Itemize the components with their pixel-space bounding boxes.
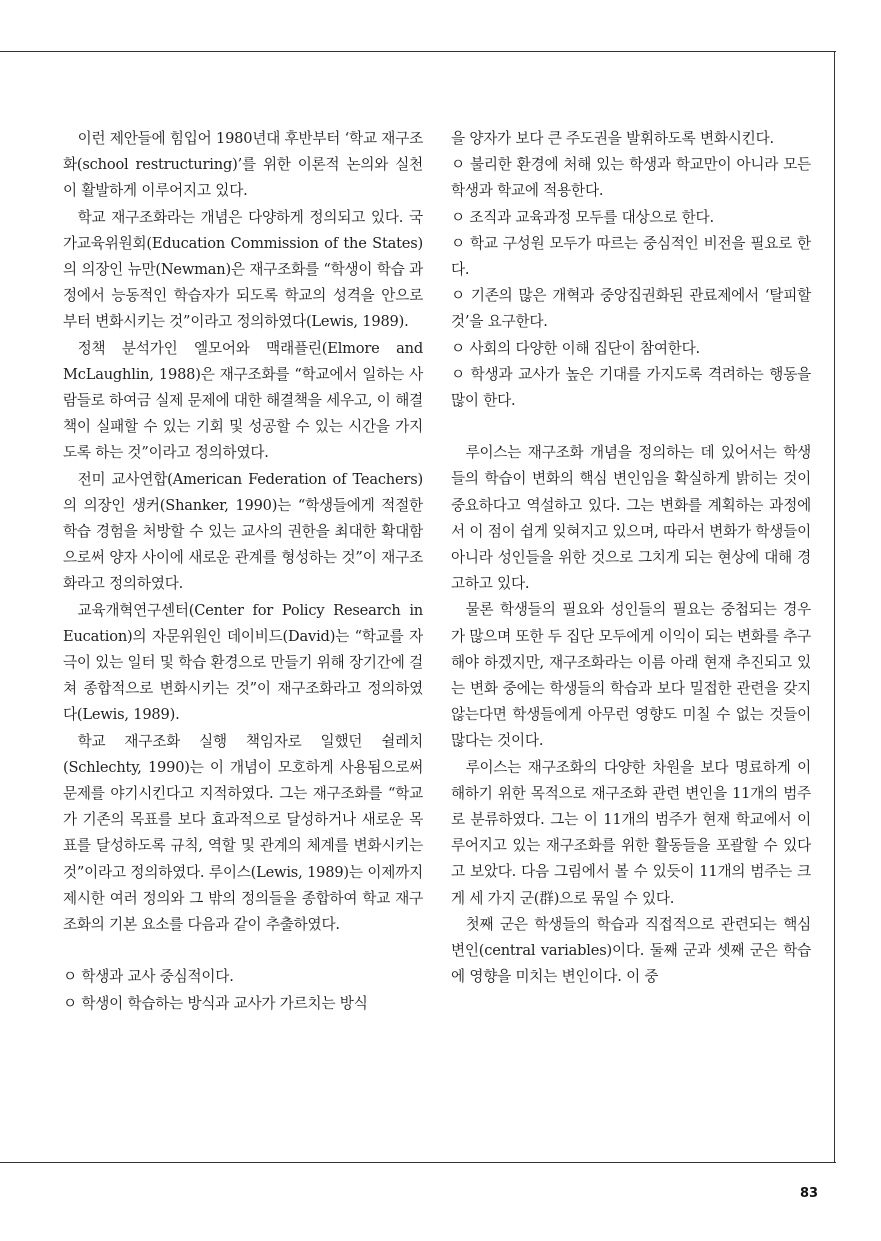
right-text-column	[451, 126, 811, 991]
left-text-column	[63, 126, 423, 1017]
paragraph: 교육개혁연구센터(Center for Policy Research in Eucation)의 자문위원인 데이비드(David)는 “학교를 자극이 있는 일터 및 학습 환경으로 만들기 위해 장기간에 걸쳐 종합적으로 변화시키는 것”이 재구조화라고 정의하였다(Lewis, 1989).	[63, 601, 423, 724]
page-number: 83	[800, 1186, 819, 1201]
bullet-item: ㅇ 기존의 많은 개혁과 중앙집권화된 관료제에서 ‘탈피할 것’을 요구한다.	[451, 287, 811, 331]
page-frame-bottom-rule	[0, 1162, 836, 1163]
bullet-item: ㅇ 불리한 환경에 처해 있는 학생과 학교만이 아니라 모든 학생과 학교에 적용한다.	[451, 156, 811, 200]
page-frame-right-rule	[834, 51, 835, 1163]
paragraph: 루이스는 재구조화의 다양한 차원을 보다 명료하게 이해하기 위한 목적으로 재구조화 관련 변인을 11개의 범주로 분류하였다. 그는 이 11개의 범주가 현재 학교에서 이루어지고 있는 재구조화를 위한 활동들을 포괄할 수 있다고 보았다. 다음 그림에서 볼 수 있듯이 11개의 범주는 크게 세 가지 군(群)으로 묶일 수 있다.	[451, 758, 811, 907]
bullet-item: ㅇ 학생과 교사가 높은 기대를 가지도록 격려하는 행동을 많이 한다.	[451, 365, 811, 410]
paragraph: 학교 재구조화라는 개념은 다양하게 정의되고 있다. 국가교육위원회(Education Commission of the States)의 의장인 뉴만(Newman)은 재구조화를 “학생이 학습 과정에서 능동적인 학습자가 되도록 학교의 성격을 안으로부터 변화시키는 것”이라고 정의하였다(Lewis, 1989).	[63, 208, 423, 331]
bullet-item: ㅇ 사회의 다양한 이해 집단이 참여한다.	[451, 339, 700, 357]
paragraph: 첫째 군은 학생들의 학습과 직접적으로 관련되는 핵심 변인(central variables)이다. 둘째 군과 셋째 군은 학습에 영향을 미치는 변인이다. 이 중	[451, 915, 811, 986]
page-frame-top-rule	[0, 51, 836, 52]
bullet-item: ㅇ 학생이 학습하는 방식과 교사가 가르치는 방식	[63, 994, 368, 1012]
paragraph: 물론 학생들의 필요와 성인들의 필요는 중첩되는 경우가 많으며 또한 두 집단 모두에게 이익이 되는 변화를 추구해야 하겠지만, 재구조화라는 이름 아래 현재 추진되고 있는 변화 중에는 학생들의 학습과 보다 밀접한 관련을 갖지 않는다면 학생들에게 아무런 영향도 미칠 수 없는 것들이 많다는 것이다.	[451, 601, 811, 750]
paragraph: 이런 제안들에 힘입어 1980년대 후반부터 ‘학교 재구조화(school restructuring)’를 위한 이론적 논의와 실천이 활발하게 이루어지고 있다.	[63, 130, 423, 200]
paragraph-continuation: 을 양자가 보다 큰 주도권을 발휘하도록 변화시킨다.	[451, 130, 774, 147]
bullet-item: ㅇ 학생과 교사 중심적이다.	[63, 968, 234, 986]
bullet-item: ㅇ 학교 구성원 모두가 따르는 중심적인 비전을 필요로 한다.	[451, 234, 811, 279]
bullet-item: ㅇ 조직과 교육과정 모두를 대상으로 한다.	[451, 208, 714, 226]
paragraph: 정책 분석가인 엘모어와 맥래플린(Elmore and McLaughlin, 1988)은 재구조화를 “학교에서 일하는 사람들로 하여금 실제 문제에 대한 해결책을 세우고, 이 해결책이 실패할 수 있는 기회 및 성공할 수 있는 시간을 가지도록 하는 것”이라고 정의하였다.	[63, 339, 423, 462]
paragraph: 전미 교사연합(American Federation of Teachers)의 의장인 생커(Shanker, 1990)는 “학생들에게 적절한 학습 경험을 처방할 수 있는 교사의 권한을 최대한 확대함으로써 양자 사이에 새로운 관계를 형성하는 것”이 재구조화라고 정의하였다.	[63, 470, 423, 593]
paragraph: 루이스는 재구조화 개념을 정의하는 데 있어서는 학생들의 학습이 변화의 핵심 변인임을 확실하게 밝히는 것이 중요하다고 역설하고 있다. 그는 변화를 계획하는 과정에서 이 점이 쉽게 잊혀지고 있으며, 따라서 변화가 학생들이 아니라 성인들을 위한 것으로 그치게 되는 현상에 대해 경고하고 있다.	[451, 444, 811, 593]
paragraph: 학교 재구조화 실행 책임자로 일했던 쉴레치(Schlechty, 1990)는 이 개념이 모호하게 사용됨으로써 문제를 야기시킨다고 지적하였다. 그는 재구조화를 “학교가 기존의 목표를 보다 효과적으로 달성하거나 새로운 목표를 달성하도록 규칙, 역할 및 관계의 체계를 변화시키는 것”이라고 정의하였다. 루이스(Lewis, 1989)는 이제까지 제시한 여러 정의와 그 밖의 정의들을 종합하여 학교 재구조화의 기본 요소를 다음과 같이 추출하였다.	[63, 732, 423, 934]
